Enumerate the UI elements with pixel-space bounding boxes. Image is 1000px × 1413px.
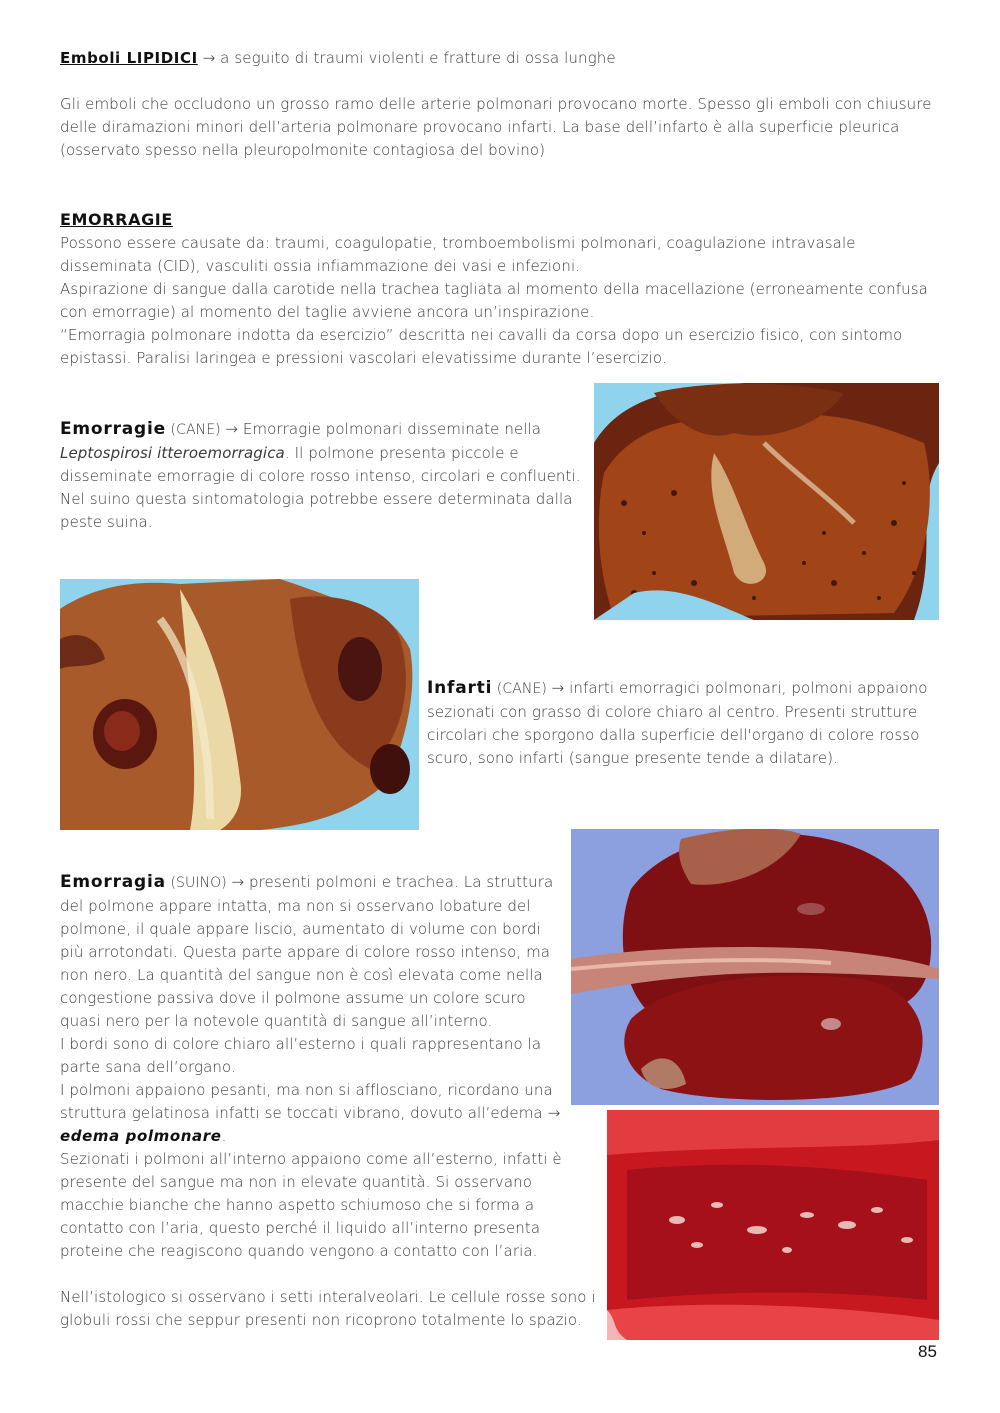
suino-paragraph-5: Nell’istologico si osservano i setti interalveolari. Le cellule rosse sono i globuli rossi che seppur presenti non ricoprono totalmente lo spazio.	[60, 1288, 596, 1329]
emorragie-title: EMORRAGIE	[60, 210, 173, 229]
suino-section	[60, 871, 596, 1332]
arrow-glyph: →	[547, 1104, 561, 1122]
emboli-title: Emboli LIPIDICI	[60, 49, 198, 67]
cane-infarti-heading: Infarti	[427, 678, 493, 698]
emboli-paragraph: Gli emboli che occludono un grosso ramo delle arterie polmonari provocano morte. Spesso gli emboli con chiusure delle diramazioni minori dell’arteria polmonare provocano infarti. La base dell’infarto è alla superficie pleurica (osservato spesso nella pleuropolmonite contagiosa del bovino)	[60, 95, 932, 159]
emboli-section	[60, 47, 950, 162]
emboli-heading-line	[60, 47, 950, 70]
suino-paragraph-3: I polmoni appaiono pesanti, ma non si afflosciano, ricordano una struttura gelatinosa infatti se toccati vibrano, dovuto all’edema	[60, 1081, 553, 1122]
edema-term: edema polmonare	[60, 1127, 222, 1145]
cane-emorragie-text-2: . Il polmone presenta piccole e disseminate emorragie di colore rosso intenso, circolari e confluenti. Nel suino questa sintomatologia potrebbe essere determinata dalla peste suina.	[60, 444, 581, 531]
species-tag: (SUINO)	[165, 875, 232, 891]
species-tag: (CANE)	[492, 681, 552, 697]
species-tag: (CANE)	[165, 422, 226, 438]
emorragie-paragraph-3: “Emorragia polmonare indotta da esercizio” descritta nei cavalli da corsa dopo un esercizio fisico, con sintomo epistassi. Paralisi laringea e pressioni vascolari elevatissime durante l’esercizio.	[60, 326, 903, 367]
arrow-glyph: →	[231, 873, 245, 891]
emorragie-section	[60, 208, 945, 370]
cane-emorragie-text-1: Emorragie polmonari disseminate nella	[237, 420, 542, 438]
emorragie-paragraph-2: Aspirazione di sangue dalla carotide nella trachea tagliata al momento della macellazione (erroneamente confusa con emorragie) al momento del taglie avviene ancora un’inspirazione.	[60, 280, 928, 321]
arrow-glyph: →	[202, 49, 216, 67]
emorragie-paragraph-1: Possono essere causate da: traumi, coagulopatie, tromboembolismi polmonari, coagulazione intravasale disseminata (CID), vasculiti ossia infiammazione dei vasi e infezioni.	[60, 234, 856, 275]
photo-pig-lung-section	[607, 1110, 939, 1340]
suino-heading: Emorragia	[60, 872, 166, 892]
cane-emorragie-heading: Emorragie	[60, 419, 166, 439]
disease-name: Leptospirosi itteroemorragica	[60, 444, 285, 462]
period: .	[221, 1127, 227, 1145]
photo-pig-lung-external	[571, 829, 939, 1105]
photo-dog-lung-hemorrhage	[594, 383, 939, 620]
cane-infarti-description: infarti emorragici polmonari, polmoni appaiono sezionati con grasso di colore chiaro al centro. Presenti strutture circolari che sporgono dalla superficie dell'organo di colore rosso scuro, sono infarti (sangue presente tende a dilatare).	[427, 679, 928, 767]
suino-paragraph-4: Sezionati i polmoni all’interno appaiono come all’esterno, infatti è presente del sangue ma non in elevate quantità. Si osservano macchie bianche che hanno aspetto schiumoso che si forma a contatto con l’aria, questo perché il liquido all’interno presenta proteine che reagiscono quando vengono a contatto con l’aria.	[60, 1150, 562, 1260]
page-number: 85	[918, 1342, 937, 1361]
suino-paragraph-1: presenti polmoni e trachea. La struttura del polmone appare intatta, ma non si osservano lobature del polmone, il quale appare liscio, aumentato di volume con bordi più arrotondati. Questa parte appare di colore rosso intenso, ma non nero. La quantità del sangue non è così elevata come nella congestione passiva dove il polmone assume un colore scuro quasi nero per la notevole quantità di sangue all’interno.	[60, 873, 554, 1030]
cane-infarti-text	[427, 677, 942, 770]
emboli-subtitle: a seguito di traumi violenti e fratture di ossa lunghe	[215, 49, 616, 67]
suino-paragraph-2: I bordi sono di colore chiaro all’esterno i quali rappresentano la parte sana dell’organo.	[60, 1035, 542, 1076]
arrow-glyph: →	[551, 679, 565, 697]
photo-dog-lung-infarcts	[60, 579, 419, 830]
cane-emorragie-text	[60, 418, 588, 534]
arrow-glyph: →	[225, 420, 238, 438]
